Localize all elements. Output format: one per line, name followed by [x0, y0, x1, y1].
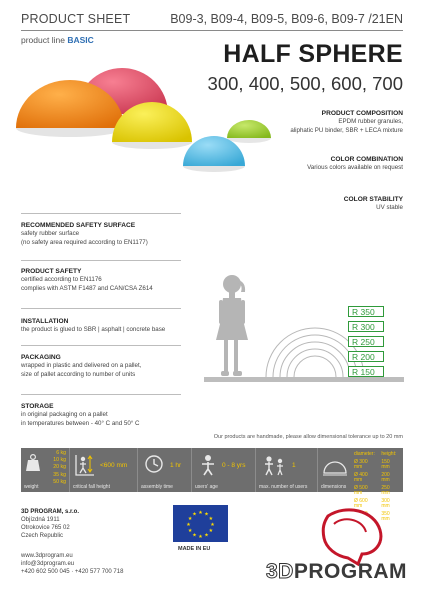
address-line: Czech Republic: [21, 533, 64, 539]
email-link[interactable]: info@3dprogram.eu: [21, 561, 75, 567]
svg-text:★: ★: [198, 534, 203, 540]
table-row: [354, 486, 401, 497]
color-combination-line: Various colors available on request: [307, 164, 403, 172]
divider: [21, 394, 181, 395]
logo-wordmark: [266, 560, 407, 584]
assembly-time-value: 1 hr: [170, 462, 182, 469]
product-safety-section: [21, 268, 153, 293]
divider: [21, 260, 181, 261]
svg-text:★: ★: [208, 528, 214, 534]
divider: [21, 213, 181, 214]
age-caption: users' age: [195, 484, 218, 490]
color-stability-section: [344, 196, 403, 213]
weight-value: 6 kg: [56, 450, 66, 456]
radius-label: R 200: [348, 351, 384, 362]
packaging-section: [21, 354, 141, 379]
age-value: 0 - 8 yrs: [222, 462, 246, 469]
color-stability-heading: COLOR STABILITY: [343, 196, 403, 203]
safety-surface-heading: RECOMMENDED SAFETY SURFACE: [21, 222, 136, 229]
table-cell: 300 mm: [381, 497, 390, 509]
table-row: [354, 460, 401, 471]
users-value: 1: [292, 462, 296, 469]
product-sizes: 300, 400, 500, 600, 700: [207, 73, 403, 94]
packaging-line: wrapped in plastic and delivered on a pallet,: [21, 362, 142, 370]
storage-line: in temperatures between - 40° C and 50° C: [21, 419, 140, 427]
svg-text:★: ★: [210, 522, 215, 528]
eu-flag-icon: [173, 505, 228, 542]
address-line: Objízdná 1911: [21, 517, 60, 523]
fall-height-cell: [69, 448, 137, 492]
half-sphere-icon: [322, 458, 348, 476]
tolerance-note: Our products are handmade, please allow dimensional tolerance up to 20 mm: [213, 434, 403, 440]
storage-line: in original packaging on a pallet: [21, 411, 108, 419]
weight-value: 35 kg: [53, 471, 66, 478]
product-codes: B09-3, B09-4, B09-5, B09-6, B09-7 /21EN: [170, 12, 403, 26]
logo-head-icon: [323, 510, 381, 564]
color-combination-heading: COLOR COMBINATION: [330, 156, 403, 163]
address-line: Otrokovice 765 02: [21, 525, 70, 531]
divider: [21, 308, 181, 309]
divider: [21, 345, 181, 346]
fall-height-caption: critical fall height: [73, 484, 110, 490]
table-cell: 200 mm: [381, 471, 390, 483]
table-cell: Ø 600 mm: [354, 497, 368, 509]
logo-text: PROGRAM: [293, 560, 408, 583]
assembly-time-caption: assembly time: [141, 484, 173, 490]
radius-label: R 350: [348, 306, 384, 317]
product-line-value: BASIC: [67, 35, 94, 45]
child-silhouette: [216, 275, 248, 376]
assembly-time-cell: [137, 448, 191, 492]
child-age-icon: [197, 453, 219, 477]
company-address: [21, 508, 79, 540]
green-half-sphere: [227, 120, 271, 138]
weight-icon: [25, 454, 41, 472]
dimensions-caption: dimensions: [321, 484, 347, 490]
table-cell: 350 mm: [381, 510, 390, 522]
weight-cell: [21, 448, 69, 492]
installation-section: [21, 318, 165, 335]
made-in-eu: MADE IN EU: [178, 546, 211, 552]
product-safety-line: certified according to EN1176: [21, 276, 102, 284]
age-cell: [191, 448, 255, 492]
packaging-heading: PACKAGING: [21, 354, 61, 361]
header-divider: [21, 30, 403, 31]
ground-line: [204, 377, 404, 382]
table-cell: Ø 500 mm: [354, 484, 368, 496]
svg-text:★: ★: [187, 516, 193, 522]
fall-height-icon: [74, 453, 96, 477]
table-cell: 250 mm: [381, 484, 390, 496]
weight-value: 10 kg: [53, 457, 66, 464]
storage-section: [21, 403, 139, 428]
doc-type: PRODUCT SHEET: [21, 12, 131, 26]
composition-section: [290, 110, 403, 135]
table-cell: Ø 400 mm: [354, 471, 368, 483]
table-cell: Ø 300 mm: [354, 458, 368, 470]
product-safety-heading: PRODUCT SAFETY: [21, 268, 82, 275]
svg-text:★: ★: [192, 511, 197, 518]
dimensions-header-cell: height:: [381, 451, 397, 457]
product-line: [21, 35, 94, 45]
safety-surface-line: safety rubber surface: [21, 230, 80, 238]
svg-text:★: ★: [198, 510, 203, 516]
storage-heading: STORAGE: [21, 403, 54, 410]
users-caption: max. number of users: [259, 484, 308, 490]
product-safety-line: complies with ASTM F1487 and CAN/CSA Z614: [21, 284, 153, 292]
weight-caption: weight: [24, 484, 39, 490]
svg-text:★: ★: [204, 532, 209, 539]
radius-label: R 250: [348, 336, 384, 347]
color-combination-section: [307, 156, 403, 173]
composition-line: EPDM rubber granules,: [338, 118, 403, 126]
dimensions-header: [354, 452, 401, 458]
product-line-label: product line: [21, 35, 65, 45]
logo-prefix: 3D: [266, 560, 294, 583]
users-cell: [255, 448, 317, 492]
radius-label: R 150: [348, 366, 384, 377]
table-row: [354, 473, 401, 484]
packaging-line: size of pallet according to number of units: [21, 370, 136, 378]
dimensions-cell: [317, 448, 403, 522]
safety-surface-line: (no safety area required according to EN1177): [21, 238, 148, 246]
dimensions-header-cell: diameter:: [354, 451, 375, 457]
svg-text:★: ★: [187, 528, 193, 534]
website-link[interactable]: www.3dprogram.eu: [21, 553, 73, 559]
svg-text:★: ★: [204, 511, 209, 518]
composition-line: aliphatic PU binder, SBR + LECA mixture: [290, 126, 403, 134]
eu-stars-icon: [173, 505, 228, 542]
svg-text:★: ★: [192, 532, 197, 539]
clock-icon: [144, 454, 164, 474]
color-stability-line: UV stable: [376, 204, 403, 212]
weight-value: 50 kg: [53, 478, 66, 485]
users-icon: [261, 453, 287, 477]
safety-surface-section: [21, 222, 148, 247]
phone-numbers: +420 602 500 045 · +420 577 700 718: [21, 569, 124, 575]
fall-height-value: <600 mm: [100, 462, 128, 469]
svg-text:★: ★: [208, 516, 214, 522]
product-title: HALF SPHERE: [223, 40, 403, 68]
svg-text:★: ★: [186, 522, 191, 528]
table-cell: 150 mm: [381, 458, 390, 470]
composition-heading: PRODUCT COMPOSITION: [321, 110, 403, 117]
weight-value: 20 kg: [53, 464, 66, 471]
installation-heading: INSTALLATION: [21, 318, 69, 325]
installation-line: the product is glued to SBR | asphalt | concrete base: [21, 326, 166, 334]
company-name: 3D PROGRAM, s.r.o.: [21, 509, 80, 515]
weight-values: [53, 450, 66, 486]
radius-label: R 300: [348, 321, 384, 332]
company-contact: [21, 552, 123, 576]
